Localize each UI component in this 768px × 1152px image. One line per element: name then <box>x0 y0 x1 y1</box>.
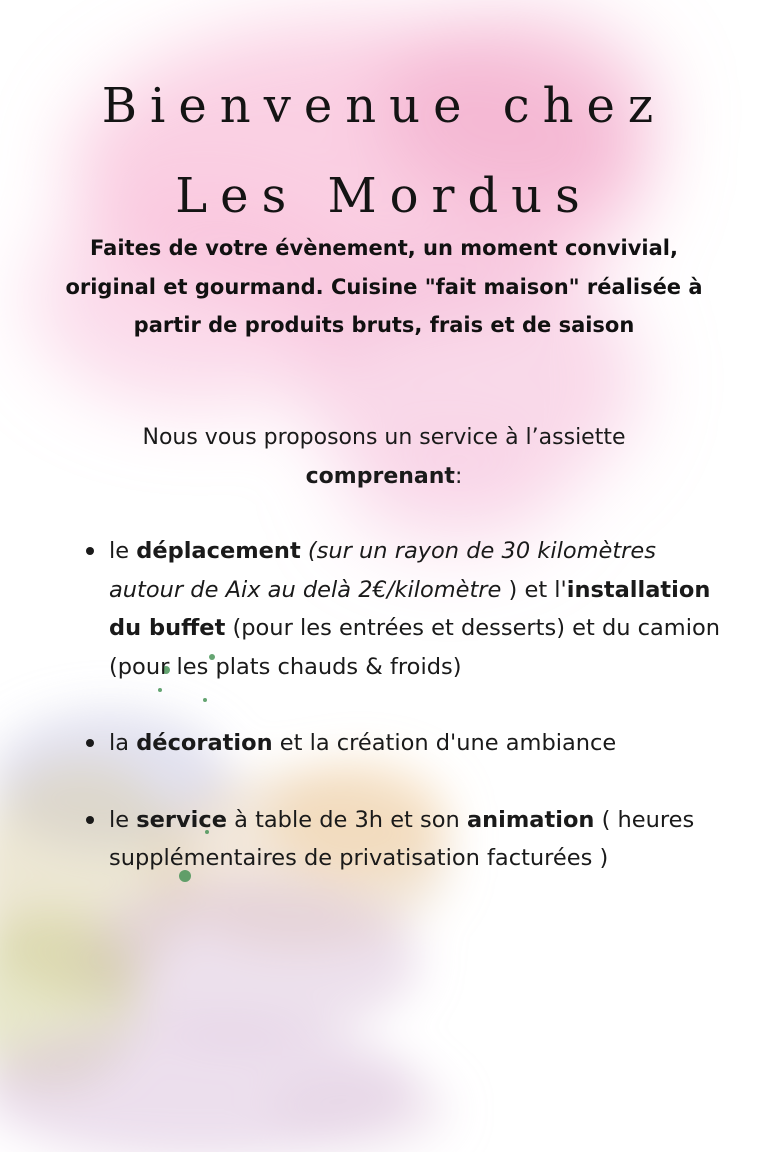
item-mid: ) et l' <box>501 576 567 603</box>
item-bold-2: installation du buffet <box>109 576 711 641</box>
bullet-icon <box>86 547 94 555</box>
item-mid: à table de 3h et son <box>226 806 467 833</box>
item-prefix: le <box>109 806 137 833</box>
item-bold-1: déplacement <box>136 538 301 564</box>
item-bold-2: animation <box>466 806 595 833</box>
bullet-icon <box>86 816 94 824</box>
offer-text-bold: comprenant <box>305 463 455 489</box>
item-prefix: la <box>109 730 137 756</box>
page-title-line-1: Bienvenue chez <box>101 78 667 134</box>
service-list <box>84 532 724 878</box>
item-bold-1: service <box>136 806 227 833</box>
item-suffix: (pour les entrées et desserts) et du camion (pour les plats chauds & froids) <box>109 615 720 680</box>
list-item-decoration <box>84 724 724 763</box>
offer-colon: : <box>454 463 463 489</box>
page-title-line-2: Les Mordus <box>175 168 593 224</box>
item-bold-1: décoration <box>136 730 273 756</box>
offer-text-main: Nous vous proposons un service à l’assiette <box>142 425 626 450</box>
offer-text <box>60 419 708 496</box>
list-item-deplacement <box>84 532 724 686</box>
item-suffix: et la création d'une ambiance <box>272 730 617 756</box>
bullet-icon <box>86 739 94 747</box>
intro-text: Faites de votre évènement, un moment convivial, original et gourmand. Cuisine "fait maison" réalisée à partir de produits bruts, frais et de saison <box>65 236 703 337</box>
item-prefix: le <box>109 538 137 564</box>
item-italic: (sur un rayon de 30 kilomètres autour de Aix au delà 2€/kilomètre <box>109 538 656 603</box>
item-suffix: ( heures supplémentaires de privatisation facturées ) <box>109 806 695 871</box>
list-item-service <box>84 801 724 878</box>
